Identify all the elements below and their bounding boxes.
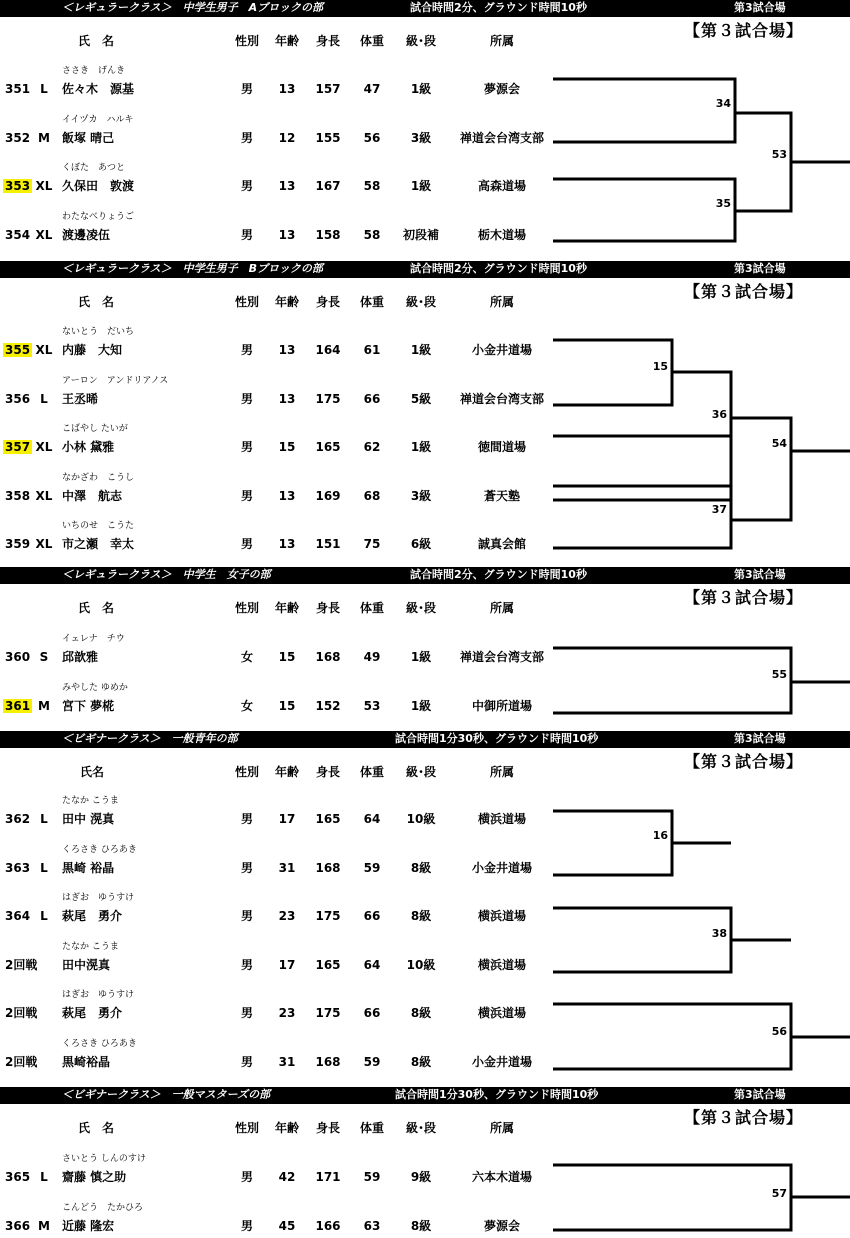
cell-weight: 49 — [363, 650, 381, 664]
weight-class: L — [40, 860, 48, 875]
cell-age: 13 — [278, 343, 296, 357]
venue-title: 【第３試合場】 — [684, 1108, 804, 1127]
match-number: 35 — [715, 197, 731, 210]
bracket-line — [553, 79, 735, 142]
bracket-line — [553, 648, 791, 713]
match-number: 38 — [711, 927, 727, 940]
venue-title: 【第３試合場】 — [684, 21, 804, 40]
venue-label: 第3試合場 — [734, 1088, 786, 1101]
column-header-rank: 級･段 — [405, 1121, 437, 1135]
weight-class: XL — [35, 488, 53, 503]
entry-number: 355 — [5, 343, 31, 357]
entry-number: 361 — [5, 698, 31, 713]
cell-weight: 59 — [363, 1170, 381, 1184]
venue-label: 第3試合場 — [734, 732, 786, 745]
cell-height: 165 — [315, 440, 341, 454]
cell-sex: 男 — [240, 537, 254, 551]
column-header-sex: 性別 — [234, 601, 260, 615]
competitor-name: 王丞晞 — [62, 391, 99, 406]
bracket-line — [553, 179, 735, 241]
cell-weight: 64 — [363, 812, 381, 826]
bracket-line — [553, 1165, 791, 1230]
competitor-name: 齋藤 慎之助 — [62, 1170, 127, 1184]
cell-height: 166 — [315, 1218, 341, 1233]
competitor-name: 飯塚 晴己 — [62, 130, 115, 145]
furigana: こんどう たかひろ — [62, 1202, 144, 1213]
cell-affil: 蒼天塾 — [483, 488, 521, 503]
weight-class: L — [40, 391, 48, 406]
venue-label: 第3試合場 — [734, 262, 786, 275]
cell-weight: 63 — [363, 1218, 381, 1233]
cell-weight: 56 — [363, 130, 381, 145]
competitor-name: 市之瀬 幸太 — [62, 537, 135, 551]
competitor-name: 萩尾 勇介 — [62, 1006, 123, 1020]
competitor-name: 邱歆雅 — [62, 650, 99, 664]
cell-height: 175 — [315, 391, 341, 406]
furigana: ないとう だいち — [62, 327, 135, 337]
cell-rank: 3級 — [410, 488, 432, 503]
competitor-name: 黒崎 裕晶 — [62, 860, 115, 875]
cell-sex: 男 — [240, 391, 254, 406]
match-number: 54 — [771, 437, 787, 450]
cell-height: 168 — [315, 860, 341, 875]
cell-sex: 男 — [240, 440, 254, 454]
cell-rank: 1級 — [410, 343, 432, 357]
column-header-sex: 性別 — [234, 765, 260, 779]
cell-sex: 男 — [240, 1054, 254, 1069]
weight-class: XL — [35, 227, 53, 242]
match-time: 試合時間1分30秒、グラウンド時間10秒 — [395, 732, 599, 745]
column-header-name: 氏名 — [80, 765, 105, 779]
column-header-height: 身長 — [315, 34, 341, 48]
bracket-line — [553, 500, 731, 548]
cell-weight: 59 — [363, 860, 381, 875]
bracket-line — [553, 1004, 791, 1069]
column-header-height: 身長 — [315, 295, 341, 309]
entry-number: 2回戦 — [5, 1006, 38, 1020]
cell-affil: 栃木道場 — [477, 227, 527, 242]
column-header-sex: 性別 — [234, 34, 260, 48]
column-header-affil: 所属 — [489, 601, 515, 615]
weight-class: M — [38, 1218, 50, 1233]
cell-sex: 男 — [240, 130, 254, 145]
cell-sex: 男 — [240, 343, 254, 357]
competitor-name: 渡邊凌伍 — [62, 227, 111, 242]
entry-number: 359 — [5, 537, 31, 551]
entry-number: 362 — [5, 812, 31, 826]
furigana: くろさき ひろあき — [62, 844, 137, 855]
column-header-affil: 所属 — [489, 1121, 515, 1135]
column-header-age: 年齢 — [274, 34, 300, 48]
cell-height: 175 — [315, 909, 341, 923]
cell-affil: 横浜道場 — [477, 909, 527, 923]
cell-affil: 徳間道場 — [477, 440, 527, 454]
cell-sex: 男 — [240, 488, 254, 503]
cell-rank: 1級 — [410, 650, 432, 664]
venue-label: 第3試合場 — [734, 1, 786, 14]
entry-number: 358 — [5, 488, 31, 503]
cell-sex: 男 — [240, 1170, 254, 1184]
cell-age: 15 — [278, 698, 296, 713]
cell-age: 13 — [278, 537, 296, 551]
column-header-weight: 体重 — [359, 295, 385, 309]
cell-height: 169 — [315, 488, 341, 503]
weight-class: XL — [35, 179, 53, 193]
venue-title: 【第３試合場】 — [684, 752, 804, 771]
weight-class: XL — [35, 440, 53, 454]
furigana: はぎお ゆうすけ — [62, 990, 135, 1000]
furigana: イェレナ チウ — [62, 634, 125, 644]
column-header-sex: 性別 — [234, 1121, 260, 1135]
match-time: 試合時間2分、グラウンド時間10秒 — [410, 1, 587, 14]
venue-title: 【第３試合場】 — [684, 588, 804, 607]
weight-class: L — [40, 82, 48, 96]
cell-weight: 75 — [363, 537, 381, 551]
cell-height: 157 — [315, 82, 341, 96]
furigana: たなか こうま — [62, 941, 119, 952]
entry-number: 360 — [5, 650, 31, 664]
cell-weight: 62 — [363, 440, 381, 454]
weight-class: L — [40, 1170, 48, 1184]
cell-weight: 53 — [363, 698, 381, 713]
weight-class: XL — [35, 343, 53, 357]
furigana: アーロン アンドリアノス — [62, 375, 169, 386]
class-title: ＜レギュラークラス＞ 中学生男子 Aブロックの部 — [62, 1, 323, 14]
competitor-name: 佐々木 源基 — [62, 82, 135, 96]
column-header-age: 年齢 — [274, 601, 300, 615]
cell-age: 15 — [278, 650, 296, 664]
column-header-name: 氏 名 — [78, 34, 115, 48]
column-header-age: 年齢 — [274, 765, 300, 779]
match-number: 53 — [771, 148, 787, 161]
weight-class: XL — [35, 537, 53, 551]
column-header-weight: 体重 — [359, 601, 385, 615]
venue-label: 第3試合場 — [734, 568, 786, 581]
competitor-name: 近藤 隆宏 — [62, 1218, 115, 1233]
entry-number: 364 — [5, 909, 31, 923]
competitor-name: 内藤 大知 — [62, 343, 123, 357]
cell-rank: 8級 — [410, 1054, 432, 1069]
cell-rank: 8級 — [410, 860, 432, 875]
cell-age: 17 — [278, 957, 296, 972]
match-number: 34 — [715, 97, 731, 110]
furigana: みやした ゆめか — [62, 682, 128, 693]
furigana: なかざわ こうし — [62, 472, 135, 483]
entry-number: 2回戦 — [5, 1054, 38, 1069]
match-time: 試合時間2分、グラウンド時間10秒 — [410, 568, 587, 581]
cell-rank: 10級 — [406, 957, 436, 972]
cell-affil: 禅道会台湾支部 — [459, 130, 545, 145]
entry-number: 365 — [5, 1170, 31, 1184]
cell-sex: 男 — [240, 179, 254, 193]
cell-rank: 1級 — [410, 82, 432, 96]
match-number: 15 — [652, 360, 668, 373]
cell-weight: 66 — [363, 909, 381, 923]
cell-rank: 9級 — [410, 1170, 432, 1184]
column-header-weight: 体重 — [359, 34, 385, 48]
bracket-line — [735, 113, 791, 211]
cell-rank: 初段補 — [402, 227, 440, 242]
cell-age: 13 — [278, 391, 296, 406]
bracket-line — [553, 811, 672, 875]
column-header-height: 身長 — [315, 601, 341, 615]
cell-weight: 66 — [363, 1006, 381, 1020]
match-number: 55 — [771, 668, 787, 681]
cell-sex: 男 — [240, 957, 254, 972]
bracket-line — [731, 418, 791, 520]
cell-height: 155 — [315, 130, 341, 145]
cell-affil: 六本木道場 — [471, 1170, 533, 1184]
cell-height: 168 — [315, 650, 341, 664]
column-header-name: 氏 名 — [78, 1121, 115, 1135]
cell-weight: 66 — [363, 391, 381, 406]
cell-affil: 禅道会台湾支部 — [459, 650, 545, 664]
cell-height: 165 — [315, 957, 341, 972]
cell-rank: 8級 — [410, 909, 432, 923]
column-header-sex: 性別 — [234, 295, 260, 309]
cell-age: 45 — [278, 1218, 296, 1233]
column-header-weight: 体重 — [359, 765, 385, 779]
match-number: 56 — [771, 1025, 787, 1038]
cell-age: 15 — [278, 440, 296, 454]
furigana: はぎお ゆうすけ — [62, 893, 135, 903]
column-header-height: 身長 — [315, 765, 341, 779]
cell-height: 175 — [315, 1006, 341, 1020]
column-header-rank: 級･段 — [405, 601, 437, 615]
competitor-name: 田中滉真 — [62, 957, 111, 972]
cell-weight: 61 — [363, 343, 381, 357]
cell-height: 164 — [315, 343, 341, 357]
cell-sex: 男 — [240, 82, 254, 96]
cell-affil: 横浜道場 — [477, 1006, 527, 1020]
cell-rank: 1級 — [410, 440, 432, 454]
cell-age: 13 — [278, 488, 296, 503]
cell-weight: 58 — [363, 179, 381, 193]
cell-height: 151 — [315, 537, 341, 551]
match-time: 試合時間1分30秒、グラウンド時間10秒 — [395, 1088, 599, 1101]
column-header-affil: 所属 — [489, 295, 515, 309]
cell-weight: 64 — [363, 957, 381, 972]
entry-number: 354 — [5, 227, 31, 242]
column-header-name: 氏 名 — [78, 295, 115, 309]
furigana: こばやし たいが — [62, 424, 128, 434]
cell-sex: 男 — [240, 909, 254, 923]
cell-rank: 5級 — [410, 391, 432, 406]
class-title: ＜ビギナークラス＞ 一般マスターズの部 — [62, 1088, 271, 1101]
cell-weight: 47 — [363, 82, 381, 96]
cell-rank: 8級 — [410, 1006, 432, 1020]
cell-height: 168 — [315, 1054, 341, 1069]
cell-age: 17 — [278, 812, 296, 826]
cell-age: 23 — [278, 909, 296, 923]
competitor-name: 小林 黛雅 — [62, 440, 115, 454]
entry-number: 353 — [5, 179, 31, 193]
weight-class: S — [39, 650, 49, 664]
class-title: ＜レギュラークラス＞ 中学生 女子の部 — [62, 568, 271, 581]
competitor-name: 黒崎裕晶 — [62, 1054, 111, 1069]
cell-sex: 女 — [240, 650, 254, 664]
cell-affil: 夢源会 — [483, 82, 521, 96]
cell-affil: 夢源会 — [483, 1218, 521, 1233]
cell-height: 152 — [315, 698, 341, 713]
cell-weight: 58 — [363, 227, 381, 242]
cell-height: 167 — [315, 179, 341, 193]
entry-number: 363 — [5, 860, 31, 875]
cell-affil: 禅道会台湾支部 — [459, 391, 545, 406]
competitor-name: 久保田 敦渡 — [62, 179, 135, 193]
cell-height: 158 — [315, 227, 341, 242]
cell-height: 171 — [315, 1170, 341, 1184]
match-number: 37 — [711, 503, 727, 516]
weight-class: L — [40, 909, 48, 923]
cell-affil: 小金井道場 — [471, 860, 533, 875]
cell-height: 165 — [315, 812, 341, 826]
venue-title: 【第３試合場】 — [684, 282, 804, 301]
cell-sex: 男 — [240, 1006, 254, 1020]
furigana: イイヅカ ハルキ — [62, 114, 134, 125]
entry-number: 351 — [5, 82, 31, 96]
furigana: くぼた あつと — [62, 163, 126, 173]
cell-affil: 小金井道場 — [471, 343, 533, 357]
furigana: くろさき ひろあき — [62, 1038, 137, 1049]
cell-affil: 誠真会館 — [477, 537, 527, 551]
bracket-line — [553, 908, 731, 972]
entry-number: 2回戦 — [5, 957, 38, 972]
cell-age: 23 — [278, 1006, 296, 1020]
column-header-age: 年齢 — [274, 1121, 300, 1135]
cell-weight: 59 — [363, 1054, 381, 1069]
cell-rank: 8級 — [410, 1218, 432, 1233]
cell-affil: 高森道場 — [477, 179, 527, 193]
weight-class: M — [38, 698, 50, 713]
class-title: ＜ビギナークラス＞ 一般青年の部 — [62, 732, 238, 745]
competitor-name: 中澤 航志 — [62, 488, 123, 503]
column-header-affil: 所属 — [489, 765, 515, 779]
cell-age: 13 — [278, 227, 296, 242]
cell-sex: 男 — [240, 227, 254, 242]
column-header-age: 年齢 — [274, 295, 300, 309]
cell-sex: 男 — [240, 1218, 254, 1233]
entry-number: 352 — [5, 130, 31, 145]
cell-age: 13 — [278, 179, 296, 193]
cell-age: 42 — [278, 1170, 296, 1184]
cell-rank: 1級 — [410, 179, 432, 193]
cell-rank: 10級 — [406, 812, 436, 826]
cell-age: 31 — [278, 1054, 296, 1069]
cell-rank: 6級 — [410, 537, 432, 551]
cell-affil: 横浜道場 — [477, 957, 527, 972]
match-number: 16 — [652, 829, 668, 842]
furigana: たなか こうま — [62, 796, 119, 806]
column-header-affil: 所属 — [489, 34, 515, 48]
cell-sex: 男 — [240, 860, 254, 875]
entry-number: 366 — [5, 1218, 31, 1233]
cell-sex: 男 — [240, 812, 254, 826]
column-header-rank: 級･段 — [405, 34, 437, 48]
column-header-rank: 級･段 — [405, 765, 437, 779]
column-header-rank: 級･段 — [405, 295, 437, 309]
entry-number: 357 — [5, 440, 31, 454]
furigana: いちのせ こうた — [62, 521, 135, 531]
competitor-name: 田中 滉真 — [62, 812, 115, 826]
column-header-weight: 体重 — [359, 1121, 385, 1135]
cell-affil: 中御所道場 — [471, 698, 533, 713]
cell-weight: 68 — [363, 488, 381, 503]
cell-age: 13 — [278, 82, 296, 96]
bracket-line — [553, 372, 731, 500]
cell-sex: 女 — [240, 698, 254, 713]
furigana: わたなべりょうご — [62, 211, 135, 222]
weight-class: L — [40, 812, 48, 826]
cell-age: 31 — [278, 860, 296, 875]
competitor-name: 宮下 夢椛 — [62, 698, 115, 713]
entry-number: 356 — [5, 391, 31, 406]
furigana: さいとう しんのすけ — [62, 1154, 146, 1164]
column-header-name: 氏 名 — [78, 601, 115, 615]
cell-rank: 1級 — [410, 698, 432, 713]
match-time: 試合時間2分、グラウンド時間10秒 — [410, 262, 587, 275]
cell-affil: 横浜道場 — [477, 812, 527, 826]
furigana: ささき げんき — [62, 66, 126, 76]
cell-affil: 小金井道場 — [471, 1054, 533, 1069]
column-header-height: 身長 — [315, 1121, 341, 1135]
class-title: ＜レギュラークラス＞ 中学生男子 Bブロックの部 — [62, 262, 323, 275]
cell-age: 12 — [278, 130, 296, 145]
weight-class: M — [38, 130, 50, 145]
competitor-name: 萩尾 勇介 — [62, 909, 123, 923]
match-number: 36 — [711, 408, 727, 421]
cell-rank: 3級 — [410, 130, 432, 145]
match-number: 57 — [771, 1187, 787, 1200]
